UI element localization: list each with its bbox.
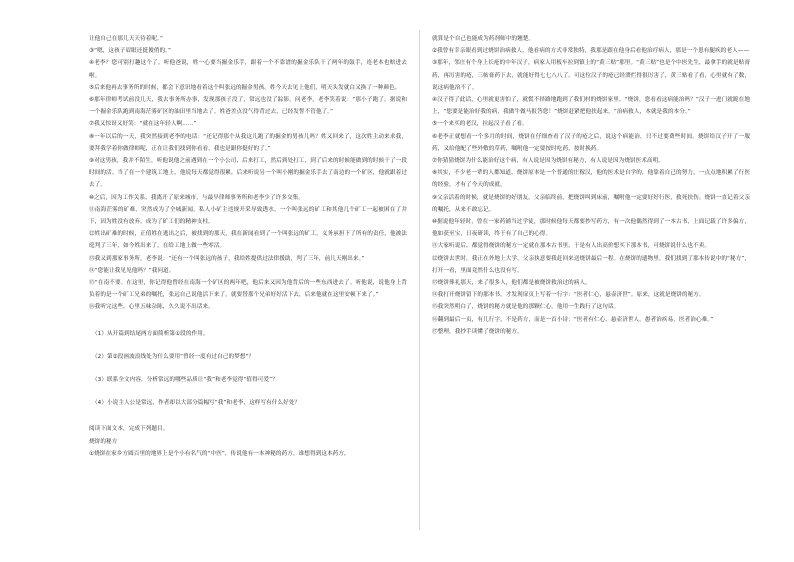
paragraph: ⑪南海茫雾的矿难，突然成为了全城新闻，私人小矿主违规开采导致透水，一个叫张远的矿工和其他几个矿工一起被困在了井下，因为姓没有放弃，成为了矿工们的精神支柱。 [89, 206, 407, 226]
column-divider [419, 30, 420, 530]
essay-title: 烧饼的秘方 [89, 438, 118, 445]
paragraph: ⑨父亲活着的时候，就是烧饼的好朋友。父亲临终前，把烧饼叫到床前，嘱咐他一定要好好行医，救死扶伤。烧饼一直记着父亲的嘱托，从来不敢忘记。 [432, 194, 750, 213]
paragraph: ⑫姓出矿难的时候，正值姓在逃出之后，被找到的那天，我在新闻看到了一个叫张远的矿工，义务承担下了所有的责任，他被法庭判了三年，如今姓出来了，在给工地上做一些零活。 [89, 231, 407, 250]
paragraph: ④老李？您可别打趣这个了。听他爸说，姓一心要当掘金乐手，跟着一个不靠谱的掘金乐队干了两年的鼓手，连老本也赔进去啦。 [89, 60, 407, 79]
paragraph: ⑯翻到最后一页，有几行字，不是药方，而是一首小诗：“医者有仁心，悬壶济世人。愚者治疾易，医者治心难。” [432, 316, 714, 323]
paragraph: ③“嗯，这孩子眉眼还挺俊俏的。” [89, 48, 172, 55]
paragraph: ⑭我打开烧饼留下的那本书，才发现扉页上写着一行字：“医者仁心，悬壶济世”。原来，这就是烧饼的秘方。 [432, 292, 705, 299]
paragraph: ⑦你猜猜烧饼为什么能治好这个病，有人说是因为烧饼有秘方，有人说是因为烧饼医术高明。 [432, 158, 665, 165]
paragraph: ⑩之后，因为工作关系，我离开了原来城市，与最早律师事务所和老李少了许多交集。 [89, 194, 305, 201]
paragraph: 让他自己在那儿天天待着呢。” [89, 36, 163, 42]
paragraph: ⑨对这男孩，我并不陌生，听他说他之前遇到在一个小公司，后来打工，然后到处打工，到了后来的时候能做到的时候干了一段时间的活。当了在一个建筑工地上，他说每天都觉得很累，后来听说另一个叫小刚的掘金乐手去了南边的一个矿区，他就跟着过去了。 [89, 158, 407, 189]
question-3: （3）联系全文内容，分析常远的哪些品质让“我”和老李觉得“值得可爱”？ [92, 377, 278, 384]
paragraph: ⑬我又到那家事务所，老李说：“还有一个叫张远的孩子，我给姓提供过法律援助，判了三年，前几天刚出来。” [89, 255, 365, 262]
left-column [89, 33, 407, 460]
paragraph: ⑥那年律师考试前没几天，我去事务所办事，发现那孩子没了，常远也没了踪影。问老李，老李笑着说：“那小子跑了，据说和一个掘金乐队跑到南海茫雾矿区的油田里当地去了。姓爸差点没气得背过去，已经发誓不管他了。” [89, 97, 407, 116]
paragraph: ⑧一年以后的一天，我突然接到老李的电话：“还记得那个从我这儿跑了的掘金的男孩儿吗？姓又回来了，这次姓主动来求我，要拜我学着你做律师呢，正在让我们找到你看看，我也是跟你挺好的了。” [89, 133, 407, 152]
paragraph: ⑧其实，不少老一辈的人都知道，烧饼原本是一个普通的庄稼汉，他的医术是自学的，他靠着自己的努力，一点点地积累了行医的经验，才有了今天的成就。 [432, 170, 750, 189]
paragraph: ⑭“您能让我见见他吗？”我问道。 [89, 267, 175, 274]
paragraph: ①烧饼在家乡方圆百里的地界上是个小有名气的“中医”，传说他有一本神秘的药方，谁想得到这本药方， [89, 450, 350, 457]
question-2: （2）第②段画波浪线处为什么要用“曾经一度有过自己的梦想”？ [92, 353, 255, 360]
paragraph: ⑰整理，我抄手读懂了烧饼的秘方。 [432, 328, 523, 335]
paragraph: ④汉子得了此话，心里就更害怕了，就慌不择路地跑到了我们村的烧饼家里。“烧饼，您看看这病能治吗？”汉子一进门就跪在地上，“您要是能治好我的病，我做牛做马报答您！”烧饼赶紧把他扶起来，“治病救人，本就是我的本分。” [432, 97, 750, 116]
question-4: （4）小说主人公是常远，作者却以大部分篇幅写“我”和老李，这样写有什么好处？ [92, 400, 301, 407]
paragraph: 就算是个自己也能成为药剂师中的翘楚。 [432, 36, 535, 42]
paragraph: ③那年，邻庄有个身上长疮的中年汉子，病家人用板车拉到镇上的“黄三贴”那里。“黄三贴”也是个中医先生，最拿手的就是贴膏药，再厉害的疮，三帖膏药下去，就能好得七七八八了。可这位汉子的疮已经溃烂得很厉害了，黄三贴看了看，心里就有了数，说这病他治不了。 [432, 60, 750, 91]
paragraph: ⑮“在南不要。在这里，你记得他曾经在南海一个矿区的两年吧，他后来又因为他背后的一些东西进去了。听他说，说他身上背负着的是一个矿工兄弟的嘱托，张远自己说他活下来了，就要替那个兄弟好好活下去，后来他就在这里安顿下来了。” [89, 280, 407, 299]
paragraph: ⑥老李正就想看一个多月的时间，烧饼在仔细查看了汉子的疮之后，说这个病能治，只不过要费些时间。烧饼给汉子开了一服药，又给他配了些外敷的草药，嘱咐他一定要按时吃药，按时换药。 [432, 133, 750, 152]
question-1: （1）从开篇到结尾两方面简析第①段的作用。 [92, 330, 209, 337]
paragraph: ⑯我听完这些，心里五味杂陈，久久说不出话来。 [89, 304, 214, 311]
paragraph: ②我曾有幸亲眼看到过烧饼治病救人，他看病的方式非常独特，我那是跟在他身后看他治疗病人，那是一个患有腿疾的老人—— [432, 48, 750, 55]
right-column [432, 33, 750, 338]
paragraph: ⑪大家听说后，都觉得烧饼的秘方一定就在那本古书里，于是有人出高价想买下那本书，可烧饼说什么也不卖。 [432, 243, 711, 250]
paragraph: ⑤后来他再去事务所的时候，都会下意识地看着这个叫张远的掘金男孩。姓今天去见上他们，明天头发就白又换了一种颜色。 [89, 84, 401, 91]
paragraph: ⑬烧饼葬礼那天，来了很多人，他们都是被烧饼救治过的病人。 [432, 280, 591, 287]
reading-instruction: 阅读下面文本，完成下列题目。 [89, 426, 169, 433]
paragraph: ⑩据说他年轻时，曾在一家药铺当过学徒，那时候他每天都要抄写药方，有一次他偶然得到了一本古书，上面记载了许多偏方，他如获至宝，日夜研读，终于有了自己的心得。 [432, 219, 750, 238]
paragraph: ⑤一个来买的老汉，拉起汉子看了看。 [432, 121, 528, 128]
paragraph: ⑮我突然明白了，烧饼的秘方就是他的那颗仁心，他用一生践行了这句话。 [432, 304, 620, 311]
paragraph: ⑫烧饼去世时，我正在外地上大学，父亲执意要我赶回来送烧饼最后一程。在烧饼的遗物里，我们找到了那本传说中的“秘方”，打开一看，里面竟然什么也没有写。 [432, 255, 751, 274]
paragraph: ⑦我又惊讶又好笑：“就在这年轻人啊……” [89, 121, 197, 128]
